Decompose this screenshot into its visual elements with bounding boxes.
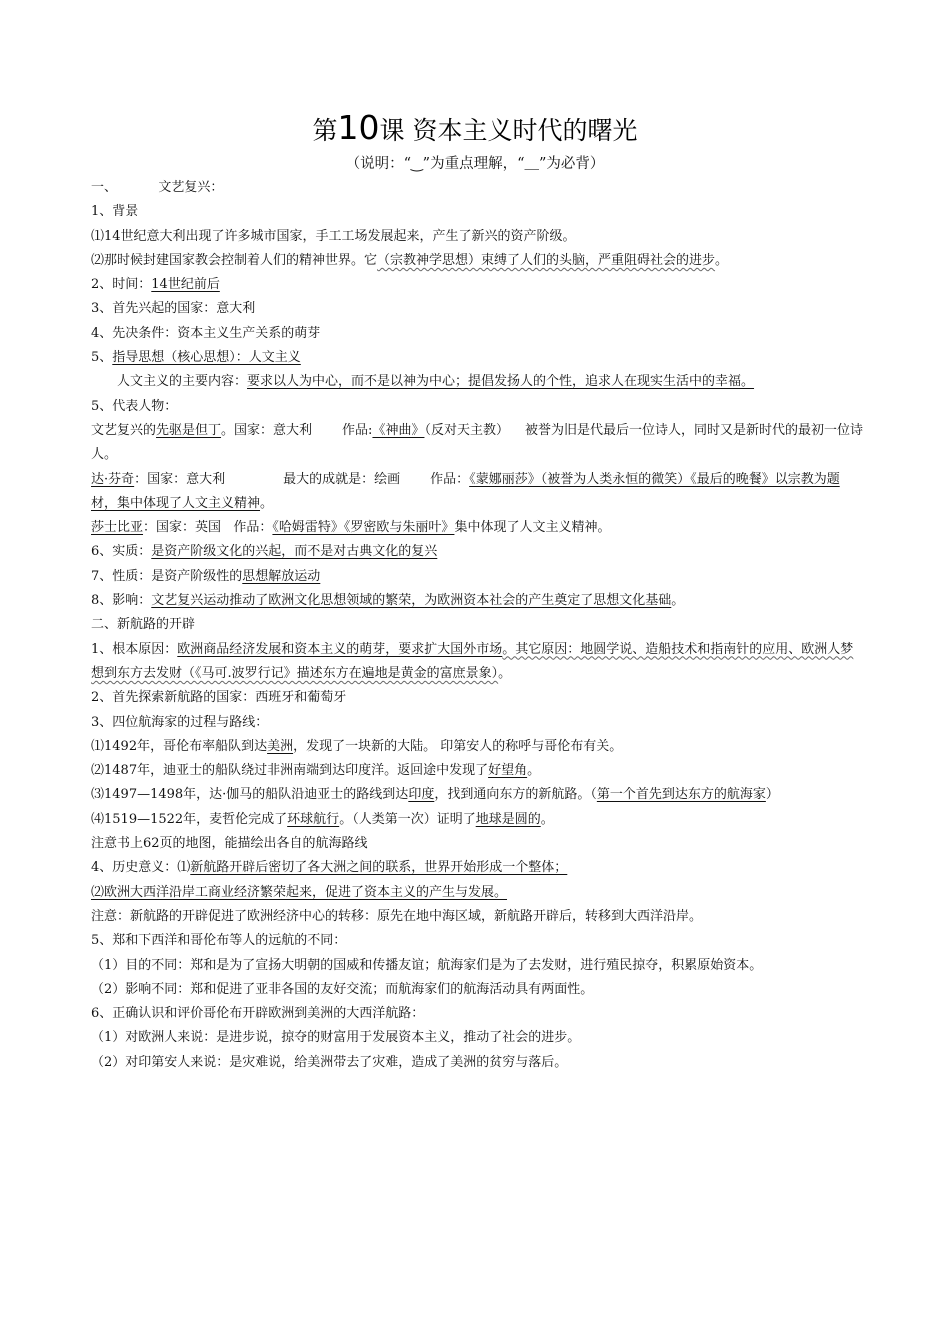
paragraph <box>91 978 863 1002</box>
text: ⑷1519—1522年，麦哲伦完成了 <box>91 811 288 827</box>
text: 2、时间： <box>91 277 152 293</box>
memorize-point: 《哈姆雷特》《罗密欧与朱丽叶》 <box>272 520 455 536</box>
text: 4、先决条件：资本主义生产关系的萌芽 <box>91 325 321 341</box>
text: （2）影响不同：郑和促进了亚非各国的友好交流；而航海家们的航海活动具有两面性。 <box>91 981 594 997</box>
memorize-point: 《蒙娜丽莎》（被誉为人类永恒的微笑）《最后的晚餐》以宗教为题材，集中体现了人文主义精神 <box>91 471 840 511</box>
text: （1）对欧洲人来说：是进步说，掠夺的财富用于发展资本主义，推动了社会的进步。 <box>91 1030 581 1046</box>
paragraph <box>91 589 863 613</box>
text: ：国家：意大利 <box>134 471 226 487</box>
section-heading <box>91 613 863 637</box>
text: 人文主义的主要内容： <box>117 374 248 390</box>
paragraph <box>91 856 863 880</box>
text: 3、四位航海家的过程与路线： <box>91 714 269 730</box>
memorize-point: 达·芬奇 <box>91 471 135 487</box>
paragraph <box>91 638 863 687</box>
text: 集中体现了人文主义精神。 <box>454 520 611 536</box>
text: 。 <box>260 495 274 511</box>
text: 。 <box>715 252 729 268</box>
paragraph <box>91 200 863 224</box>
title-prefix: 第 <box>312 116 338 145</box>
section-title: 一、 文艺复兴： <box>91 180 224 195</box>
paragraph <box>91 346 863 370</box>
paragraph <box>91 905 863 929</box>
text: （反对天主教） <box>424 422 509 438</box>
text: 作品: <box>342 422 373 438</box>
paragraph <box>91 1051 863 1075</box>
text: 3、首先兴起的国家：意大利 <box>91 301 256 317</box>
memorize-point: 思想解放运动 <box>242 568 321 584</box>
memorize-point: 第一个首先到达东方的航海家 <box>596 787 766 803</box>
text: 注意书上62页的地图，能描绘出各自的航海路线 <box>91 836 368 852</box>
key-point: 。其它原因：地圆学说、造船技术和指南针的应用、欧洲人梦想到东方去发财（《马可.波罗行记》描述东方在遍地是黄金的富庶景象） <box>91 641 854 681</box>
key-point: （宗教神学思想）束缚了人们的头脑，严重阻碍社会的进步 <box>377 252 716 268</box>
memorize-point: 新航路开辟后密切了各大洲之间的联系，世界开始形成一个整体； <box>190 860 568 876</box>
text: ⑶1497—1498年，达·伽马的船队沿迪亚士的路线到达 <box>91 787 409 803</box>
section-title: 二、新航路的开辟 <box>91 617 196 633</box>
memorize-point: 欧洲商品经济发展和资本主义的萌芽，要求扩大国外市场 <box>177 641 503 657</box>
text: （2）对印第安人来说：是灾难说，给美洲带去了灾难，造成了美洲的贫穷与落后。 <box>91 1054 568 1070</box>
text: 。（人类第一次）证明了 <box>339 811 476 827</box>
document-body <box>91 176 863 1075</box>
section-heading <box>91 176 863 200</box>
paragraph <box>91 1002 863 1026</box>
paragraph <box>91 711 863 735</box>
text: 8、影响： <box>91 593 152 609</box>
paragraph <box>91 395 863 419</box>
paragraph <box>91 1026 863 1050</box>
text: ） <box>765 787 779 803</box>
text: 被誉为旧是代最后一位诗人，同时又是新时代的最初一位诗人。 <box>91 422 863 463</box>
memorize-point: 要求以人为中心，而不是以神为中心；提倡发扬人的个性，追求人在现实生活中的幸福。 <box>247 374 755 390</box>
memorize-point: 是资产阶级文化的兴起，而不是对古典文化的复兴 <box>151 544 438 560</box>
text: 。 <box>527 763 541 779</box>
memorize-point: 14世纪前后 <box>151 277 220 293</box>
text: ，找到通向东方的新航路。（ <box>434 787 597 803</box>
paragraph <box>91 881 863 905</box>
paragraph <box>91 759 863 783</box>
memorize-point: 好望角 <box>488 763 528 779</box>
lesson-number: 10 <box>337 108 380 147</box>
text: 。 <box>540 811 554 827</box>
text: 文艺复兴的 <box>91 422 157 438</box>
memorize-point: ⑵欧洲大西洋沿岸工商业经济繁荣起来，促进了资本主义的产生与发展。 <box>91 884 508 900</box>
text: 注意：新航路的开辟促进了欧洲经济中心的转移：原先在地中海区域，新航路开辟后，转移到大西洋沿岸。 <box>91 908 703 924</box>
paragraph <box>91 273 863 297</box>
paragraph <box>91 322 863 346</box>
paragraph <box>91 540 863 564</box>
title-text: 课 资本主义时代的曙光 <box>379 116 638 145</box>
paragraph <box>91 225 863 249</box>
text: （1）目的不同：郑和是为了宣扬大明朝的国威和传播友谊；航海家们是为了去发财，进行殖民掠夺，积累原始资本。 <box>91 957 763 973</box>
memorize-point: 指导思想（核心思想）：人文主义 <box>112 350 301 366</box>
text: ，发现了一块新的大陆。 印第安人的称呼与哥伦布有关。 <box>293 738 623 754</box>
text: ：国家：英国 作品： <box>143 520 273 536</box>
text: 5、代表人物： <box>91 398 178 414</box>
page-title <box>0 108 950 147</box>
memorize-point: 莎士比亚 <box>91 520 144 536</box>
text: 1、背景 <box>91 204 139 220</box>
subtitle-note: （说明：“‿”为重点理解，“＿”为必背） <box>345 156 605 172</box>
text: 5、郑和下西洋和哥伦布等人的远航的不同： <box>91 933 347 949</box>
text: 2、首先探索新航路的国家：西班牙和葡萄牙 <box>91 690 347 706</box>
text: ⑵那时候封建国家教会控制着人们的精神世界。它 <box>91 252 378 268</box>
text: 6、实质： <box>91 544 152 560</box>
memorize-point: 文艺复兴运动推动了欧洲文化思想领域的繁荣，为欧洲资本社会的产生奠定了思想文化基础 <box>151 593 672 609</box>
paragraph <box>91 783 863 807</box>
text: 6、正确认识和评价哥伦布开辟欧洲到美洲的大西洋航路： <box>91 1006 425 1022</box>
paragraph <box>91 565 863 589</box>
text: 4、历史意义：⑴ <box>91 860 191 876</box>
text: ⑴14世纪意大利出现了许多城市国家，手工工场发展起来，产生了新兴的资产阶级。 <box>91 228 576 244</box>
paragraph <box>91 419 863 468</box>
text: 。 <box>671 593 685 609</box>
memorize-point: 印度 <box>408 787 435 803</box>
memorize-point: 美洲 <box>267 738 294 754</box>
paragraph <box>91 929 863 953</box>
memorize-point: 《神曲》 <box>372 422 425 438</box>
paragraph <box>91 468 863 517</box>
paragraph <box>91 808 863 832</box>
text: ⑴1492年，哥伦布率船队到达 <box>91 738 268 754</box>
text: 。 <box>498 665 512 681</box>
paragraph <box>91 954 863 978</box>
paragraph <box>91 249 863 273</box>
memorize-point: 地球是圆的 <box>475 811 541 827</box>
paragraph <box>91 735 863 759</box>
paragraph <box>91 516 863 540</box>
paragraph <box>91 686 863 710</box>
text: 1、根本原因： <box>91 641 178 657</box>
text: 最大的成就是：绘画 <box>283 471 401 487</box>
memorize-point: 环球航行 <box>287 811 340 827</box>
text: 作品： <box>430 471 470 487</box>
paragraph <box>91 297 863 321</box>
text: ⑵1487年，迪亚士的船队绕过非洲南端到达印度洋。返回途中发现了 <box>91 763 489 779</box>
text: 7、性质：是资产阶级性的 <box>91 568 243 584</box>
memorize-point: 先驱是但丁 <box>156 422 222 438</box>
text: 。国家：意大利 <box>221 422 313 438</box>
text: 5、 <box>91 350 113 366</box>
paragraph <box>91 370 863 394</box>
paragraph <box>91 832 863 856</box>
